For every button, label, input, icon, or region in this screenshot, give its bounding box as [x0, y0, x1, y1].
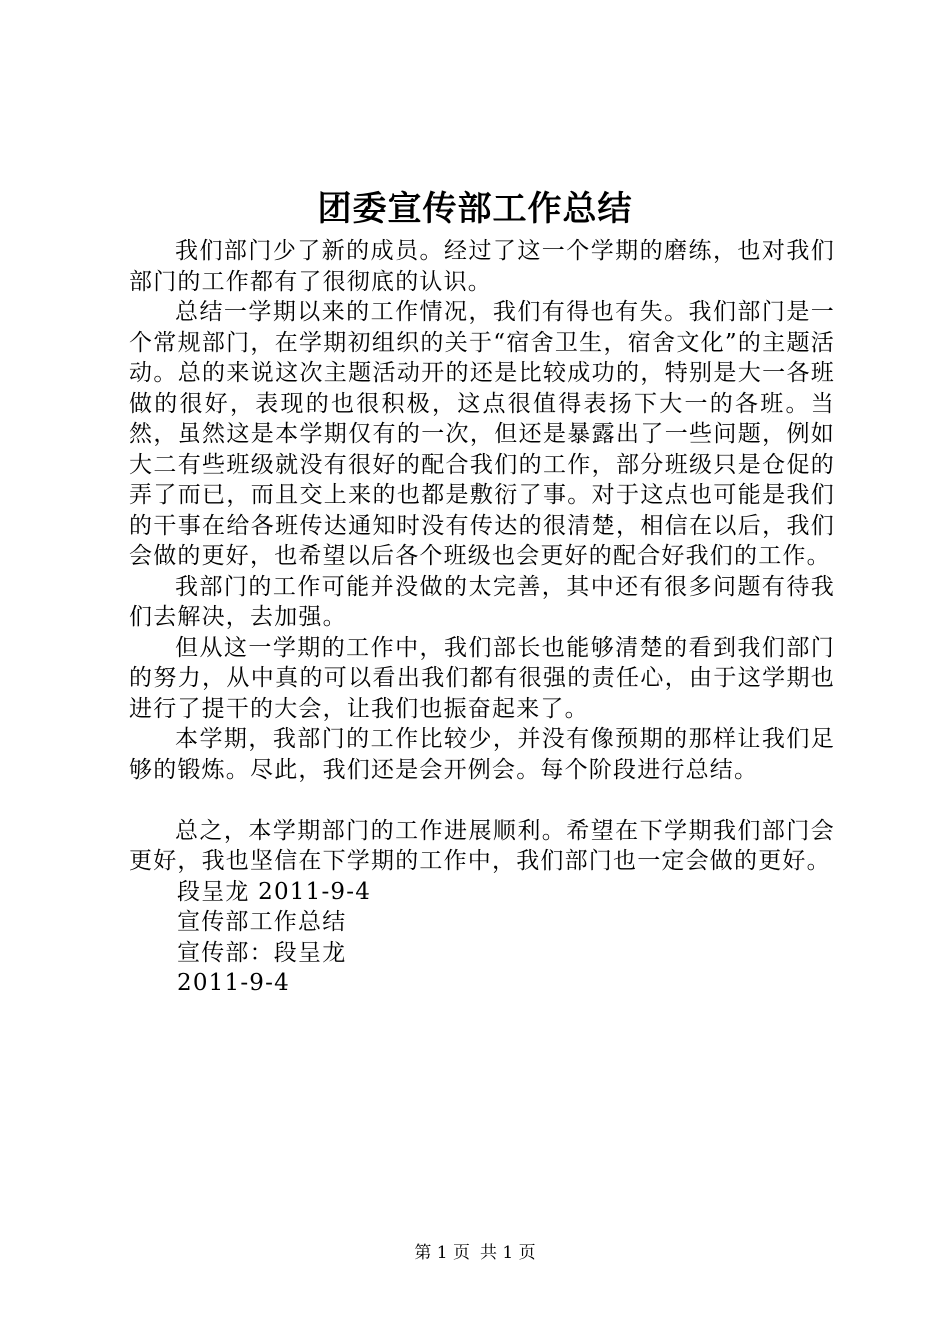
paragraph-5: 本学期，我部门的工作比较少，并没有像预期的那样让我们足够的锻炼。尽此，我们还是会开例会。每个阶段进行总结。 [129, 726, 835, 783]
signature-line-3: 宣传部：段呈龙 [177, 939, 347, 966]
paragraph-1: 我们部门少了新的成员。经过了这一个学期的磨练，也对我们部门的工作都有了很彻底的认识。 [129, 238, 835, 295]
document-body [129, 236, 835, 999]
page-footer [0, 1242, 950, 1264]
paragraph-6: 总之，本学期部门的工作进展顺利。希望在下学期我们部门会更好，我也坚信在下学期的工作中，我们部门也一定会做的更好。 [129, 817, 835, 874]
paragraph-3: 我部门的工作可能并没做的太完善，其中还有很多问题有待我们去解决，去加强。 [129, 573, 835, 630]
signature-line-2: 宣传部工作总结 [177, 909, 347, 935]
paragraph-4: 但从这一学期的工作中，我们部长也能够清楚的看到我们部门的努力，从中真的可以看出我们都有很强的责任心，由于这学期也进行了提干的大会，让我们也振奋起来了。 [129, 634, 835, 722]
blank-line [129, 785, 835, 816]
page-number: 第 1 页 [414, 1243, 470, 1263]
document-title: 团委宣传部工作总结 [317, 189, 633, 229]
page-total: 共 1 页 [480, 1243, 536, 1263]
paragraph-2: 总结一学期以来的工作情况，我们有得也有失。我们部门是一个常规部门，在学期初组织的关于“宿舍卫生，宿舍文化”的主题活动。总的来说这次主题活动开的还是比较成功的，特别是大一各班做的很好，表现的也很积极，这点很值得表扬下大一的各班。当然，虽然这是本学期仅有的一次，但还是暴露出了一些问题，例如大二有些班级就没有很好的配合我们的工作，部分班级只是仓促的弄了而已，而且交上来的也都是敷衍了事。对于这点也可能是我们的干事在给各班传达通知时没有传达的很清楚，相信在以后，我们会做的更好，也希望以后各个班级也会更好的配合好我们的工作。 [129, 299, 835, 569]
signature-line-1: 段呈龙 2011-9-4 [177, 878, 372, 905]
signature-line-4: 2011-9-4 [177, 970, 290, 996]
